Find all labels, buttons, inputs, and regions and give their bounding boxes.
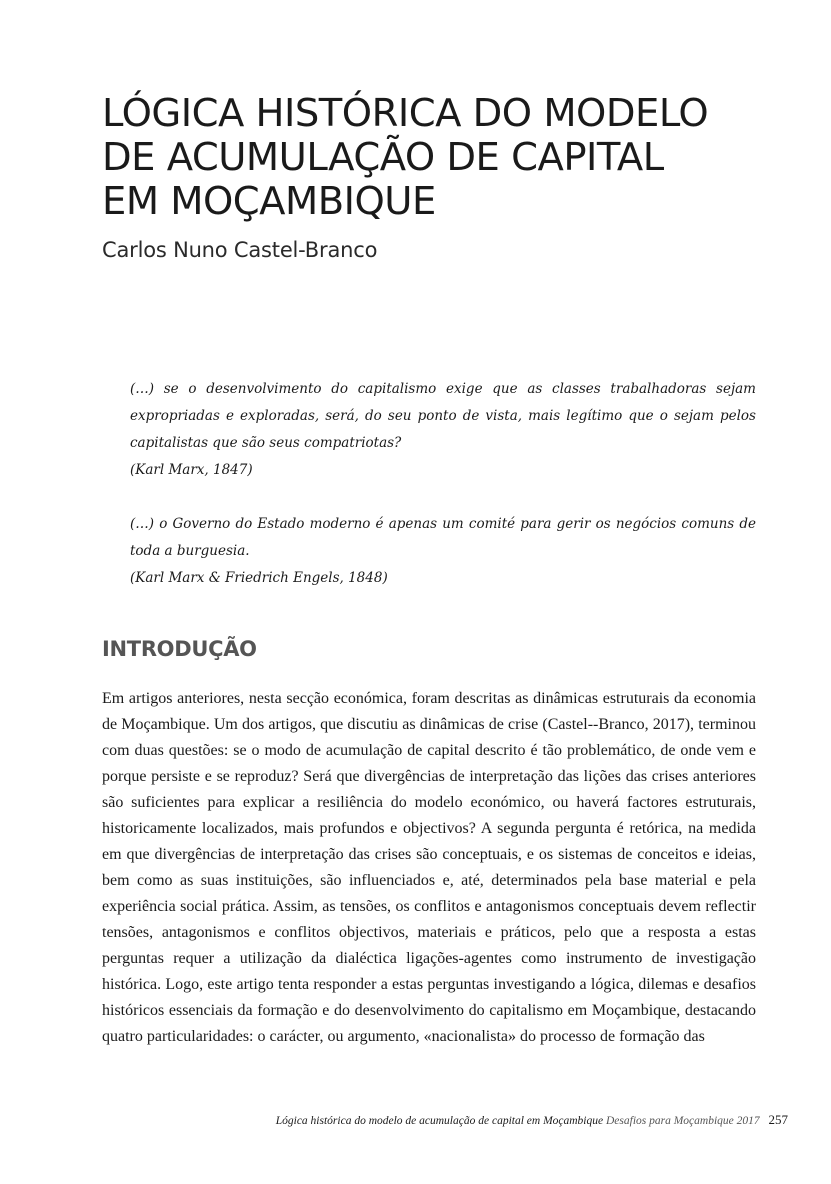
page-number: 257 — [768, 1112, 788, 1127]
section-heading: INTRODUÇÃO — [102, 637, 257, 661]
running-title: Lógica histórica do modelo de acumulação de capital em Moçambique — [275, 1115, 604, 1127]
epigraph-quote: (…) o Governo do Estado moderno é apenas um comité para gerir os negócios comuns de toda a burguesia. — [130, 516, 756, 559]
epigraph-marx-1847 — [130, 376, 756, 484]
series-name: Desafios para Moçambique 2017 — [605, 1115, 760, 1127]
epigraph-citation: (Karl Marx, 1847) — [130, 462, 253, 478]
body-paragraph: Em artigos anteriores, nesta secção económica, foram descritas as dinâmicas estruturais da economia de Moçambique. Um dos artigos, que discutiu as dinâmicas de crise (Castel--Branco, 2017), terminou com duas questões: se o modo de acumulação de capital descrito é tão problemático, de onde vem e porque persiste e se reproduz? Será que divergências de interpretação das lições das crises anteriores são suficientes para explicar a resiliência do modelo económico, ou haverá factores estruturais, historicamente localizados, mais profundos e objectivos? A segunda pergunta é retórica, na medida em que divergências de interpretação das crises são conceptuais, e os sistemas de conceitos e ideias, bem como as suas instituições, são influenciados e, até, determinados pela base material e pela experiência social prática. Assim, as tensões, os conflitos e antagonismos conceptuais devem reflectir tensões, antagonismos e conflitos objectivos, materiais e práticos, pelo que a resposta a estas perguntas requer a utilização da dialéctica ligações-agentes como instrumento de investigação histórica. Logo, este artigo tenta responder a estas perguntas investigando a lógica, dilemas e desafios históricos essenciais da formação e do desenvolvimento do capitalismo em Moçambique, destacando quatro particularidades: o carácter, ou argumento, «nacionalista» do processo de formação das — [102, 690, 756, 1045]
epigraph-quote: (…) se o desenvolvimento do capitalismo exige que as classes trabalhadoras sejam expropriadas e exploradas, será, do seu ponto de vista, mais legítimo que o sejam pelos capitalistas que são seus compatriotas? — [130, 381, 756, 451]
author-name: Carlos Nuno Castel-Branco — [102, 238, 378, 262]
epigraphs — [130, 376, 756, 619]
article-title — [102, 92, 742, 224]
epigraph-marx-engels-1848 — [130, 511, 756, 592]
page-footer — [100, 1112, 788, 1129]
title-line-1: LÓGICA HISTÓRICA DO MODELO — [102, 91, 709, 136]
title-line-2: DE ACUMULAÇÃO DE CAPITAL — [102, 135, 664, 180]
title-line-3: EM MOÇAMBIQUE — [102, 179, 436, 224]
epigraph-citation: (Karl Marx & Friedrich Engels, 1848) — [130, 570, 388, 586]
